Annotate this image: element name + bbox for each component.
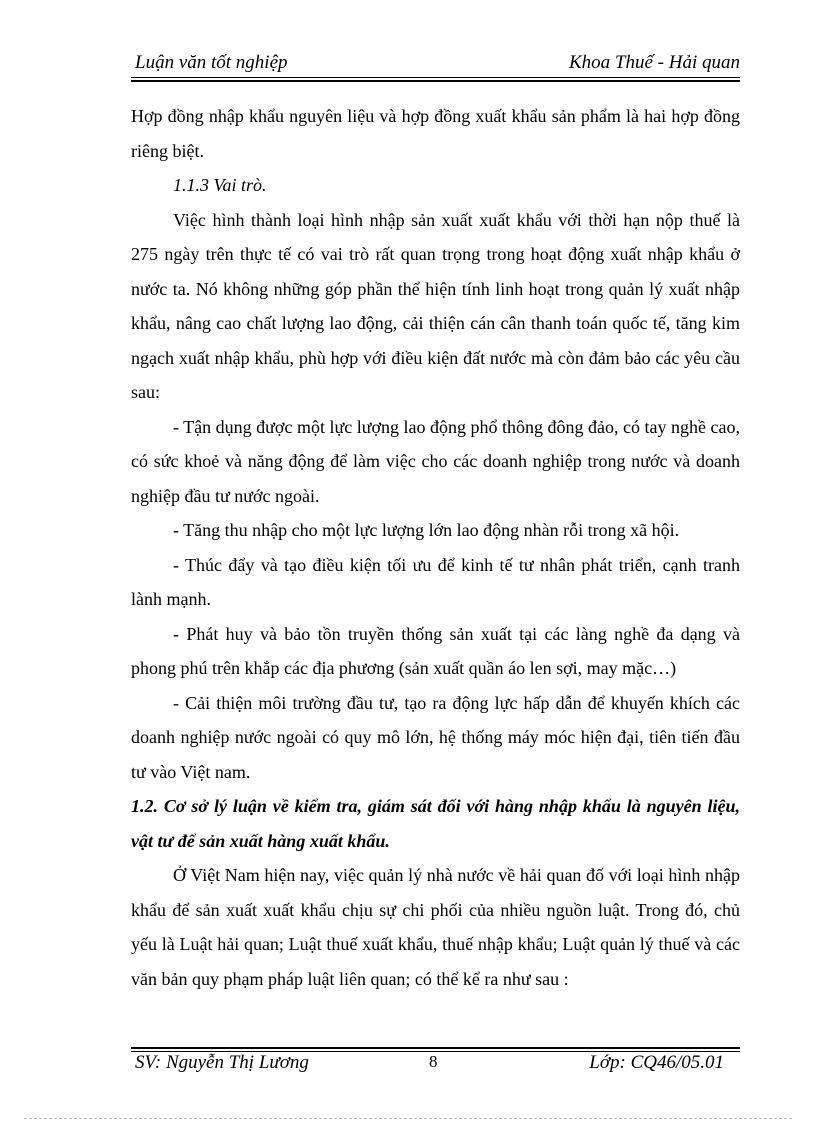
footer-student-name: SV: Nguyễn Thị Lương — [135, 1052, 309, 1073]
paragraph-legal-basis: Ở Việt Nam hiện nay, việc quản lý nhà nước về hải quan đố với loại hình nhập khẩu để sản xuất xuất khẩu chịu sự chi phối của nhiều nguồn luật. Trong đó, chủ yếu là Luật hải quan; Luật thuế xuất khẩu, thuế nhập khẩu; Luật quản lý thuế và các văn bản quy phạm pháp luật liên quan; có thể kể ra như sau : — [131, 865, 740, 989]
header-thesis-title: Luận văn tốt nghiệp — [135, 52, 288, 73]
paragraph-contracts: Hợp đồng nhập khẩu nguyên liệu và hợp đồng xuất khẩu sản phẩm là hai hợp đồng riêng biệt. — [131, 106, 740, 161]
header-faculty: Khoa Thuế - Hải quan — [569, 52, 740, 73]
subsection-heading: 1.1.3 Vai trò. — [173, 175, 267, 195]
bullet-item: - Cải thiện môi trường đầu tư, tạo ra động lực hấp dẫn để khuyến khích các doanh nghiệp nước ngoài có quy mô lớn, hệ thống máy móc hiện đại, tiên tiến đầu tư vào Việt nam. — [131, 692, 740, 782]
page-edge-divider — [24, 1118, 792, 1119]
bullet-item: - Phát huy và bảo tồn truyền thống sản xuất tại các làng nghề đa dạng và phong phú trên khắp các địa phương (sản xuất quần áo len sợi, may mặc…) — [131, 623, 740, 678]
page-header — [131, 52, 740, 76]
document-body — [131, 99, 740, 996]
bullet-item: - Tăng thu nhập cho một lực lượng lớn lao động nhàn rỗi trong xã hội. — [173, 520, 680, 540]
section-heading: 1.2. Cơ sở lý luận về kiểm tra, giám sát đối với hàng nhập khẩu là nguyên liệu, vật tư để sản xuất hàng xuất khẩu. — [131, 796, 740, 851]
bullet-item: - Thúc đẩy và tạo điều kiện tối ưu để kinh tế tư nhân phát triển, cạnh tranh lành mạnh. — [131, 554, 740, 609]
paragraph-role: Việc hình thành loại hình nhập sản xuất xuất khẩu với thời hạn nộp thuế là 275 ngày trên thực tế có vai trò rất quan trọng trong hoạt động xuất nhập khẩu ở nước ta. Nó không những góp phần thể hiện tính linh hoạt trong quản lý xuất nhập khẩu, nâng cao chất lượng lao động, cải thiện cán cân thanh toán quốc tế, tăng kim ngạch xuất nhập khẩu, phù hợp với điều kiện đất nước mà còn đảm bảo các yêu cầu sau: — [131, 209, 740, 402]
footer-class-code: Lớp: CQ46/05.01 — [589, 1052, 724, 1073]
header-rule — [131, 77, 740, 82]
page-footer — [131, 1052, 740, 1076]
footer-page-number: 8 — [429, 1052, 438, 1071]
bullet-item: - Tận dụng được một lực lượng lao động phổ thông đông đảo, có tay nghề cao, có sức khoẻ và năng động để làm việc cho các doanh nghiệp trong nước và doanh nghiệp đầu tư nước ngoài. — [131, 416, 740, 506]
